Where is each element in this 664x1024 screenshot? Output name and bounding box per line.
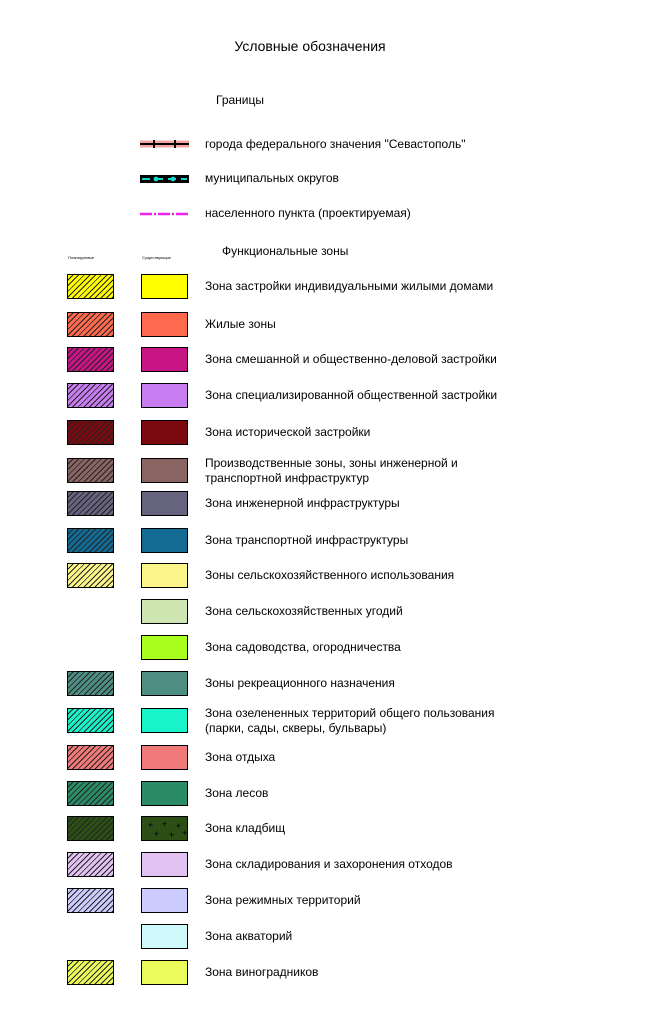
zone-label-line: Зона садоводства, огородничества <box>205 640 401 654</box>
existing-zone-swatch <box>141 888 188 913</box>
planned-zone-swatch <box>67 852 114 877</box>
zone-label-line: Производственные зоны, зоны инженерной и <box>205 456 458 470</box>
existing-zone-swatch <box>141 924 188 949</box>
cross-mark-icon: + <box>169 830 175 840</box>
planned-zone-swatch <box>67 960 114 985</box>
municipal-district-border-symbol <box>140 174 189 184</box>
cross-mark-icon: + <box>162 819 168 829</box>
existing-zone-swatch <box>141 491 188 516</box>
federal-city-border-symbol <box>140 139 189 149</box>
zone-label-line: Зона исторической застройки <box>205 425 371 439</box>
zone-label <box>205 533 408 548</box>
planned-zone-swatch <box>67 347 114 372</box>
existing-zone-swatch <box>141 383 188 408</box>
zone-label <box>205 893 361 908</box>
existing-zone-swatch <box>141 671 188 696</box>
existing-zone-swatch <box>141 347 188 372</box>
existing-zone-swatch <box>141 745 188 770</box>
zone-label-line: Зоны рекреационного назначения <box>205 676 395 690</box>
existing-zone-swatch <box>141 312 188 337</box>
zone-label-line: Зона озелененных территорий общего пользования <box>205 706 495 720</box>
zones-heading: Функциональные зоны <box>222 244 349 258</box>
zone-label-line: Зона кладбищ <box>205 821 286 835</box>
column-header-planned: Планируемые <box>68 255 95 260</box>
border-label-settlement: населенного пункта (проектируемая) <box>205 206 411 220</box>
planned-zone-swatch <box>67 383 114 408</box>
legend-title: Условные обозначения <box>234 38 386 54</box>
planned-zone-swatch <box>67 528 114 553</box>
border-label-federal-city: города федерального значения "Севастополь" <box>205 137 466 151</box>
zone-label-line: транспортной инфраструктур <box>205 471 370 485</box>
planned-zone-swatch <box>67 781 114 806</box>
planned-zone-swatch <box>67 312 114 337</box>
existing-zone-swatch <box>141 781 188 806</box>
planned-zone-swatch <box>67 888 114 913</box>
borders-heading: Границы <box>216 93 264 107</box>
planned-zone-swatch <box>67 458 114 483</box>
settlement-border-symbol <box>140 209 189 219</box>
existing-zone-swatch <box>141 960 188 985</box>
cross-mark-icon: + <box>182 828 188 838</box>
zone-label-line: Зона инженерной инфраструктуры <box>205 496 400 510</box>
cross-mark-icon: + <box>154 829 160 839</box>
zone-label <box>205 676 395 691</box>
existing-zone-swatch <box>141 708 188 733</box>
zone-label-line: Зона акваторий <box>205 929 293 943</box>
existing-zone-swatch <box>141 816 188 841</box>
zone-label <box>205 568 454 583</box>
cross-mark-icon: + <box>148 820 154 830</box>
planned-zone-swatch <box>67 274 114 299</box>
zone-label <box>205 496 400 511</box>
zone-label-line: Зона виноградников <box>205 965 319 979</box>
existing-zone-swatch <box>141 635 188 660</box>
planned-zone-swatch <box>67 708 114 733</box>
existing-zone-swatch <box>141 563 188 588</box>
planned-zone-swatch <box>67 671 114 696</box>
zone-label <box>205 425 370 440</box>
zone-label <box>205 279 493 294</box>
zone-label-line: Зона складирования и захоронения отходов <box>205 857 453 871</box>
zone-label <box>205 706 495 736</box>
existing-zone-swatch <box>141 852 188 877</box>
zone-label-line: Зона застройки индивидуальными жилыми домами <box>205 279 494 293</box>
planned-zone-swatch <box>67 491 114 516</box>
zone-label <box>205 352 497 367</box>
zone-label-line: Зона режимных территорий <box>205 893 361 907</box>
zone-label <box>205 317 276 332</box>
zone-label-line: Зона лесов <box>205 786 269 800</box>
existing-zone-swatch <box>141 528 188 553</box>
zone-label <box>205 456 458 486</box>
zone-label-line: Зона сельскохозяйственных угодий <box>205 604 403 618</box>
planned-zone-swatch <box>67 745 114 770</box>
zone-label <box>205 640 401 655</box>
zone-label <box>205 388 497 403</box>
column-header-existing: Существующие <box>142 255 171 260</box>
zone-label <box>205 929 292 944</box>
existing-zone-swatch <box>141 458 188 483</box>
zone-label <box>205 857 453 872</box>
existing-zone-swatch <box>141 599 188 624</box>
cross-mark-icon: + <box>176 821 182 831</box>
zone-label <box>205 604 403 619</box>
zone-label-line: Зона транспортной инфраструктуры <box>205 533 409 547</box>
zone-label-line: Зоны сельскохозяйственного использования <box>205 568 455 582</box>
zone-label-line: Жилые зоны <box>205 317 276 331</box>
existing-zone-swatch <box>141 420 188 445</box>
zone-label <box>205 965 318 980</box>
zone-label <box>205 821 285 836</box>
zone-label <box>205 750 275 765</box>
existing-zone-swatch <box>141 274 188 299</box>
zone-label-line: Зона отдыха <box>205 750 276 764</box>
zone-label-line: (парки, сады, скверы, бульвары) <box>205 721 387 735</box>
planned-zone-swatch <box>67 816 114 841</box>
planned-zone-swatch <box>67 420 114 445</box>
planned-zone-swatch <box>67 563 114 588</box>
zone-label-line: Зона специализированной общественной застройки <box>205 388 498 402</box>
zone-label-line: Зона смешанной и общественно-деловой застройки <box>205 352 497 366</box>
border-label-municipal: муниципальных округов <box>205 171 339 185</box>
zone-label <box>205 786 268 801</box>
